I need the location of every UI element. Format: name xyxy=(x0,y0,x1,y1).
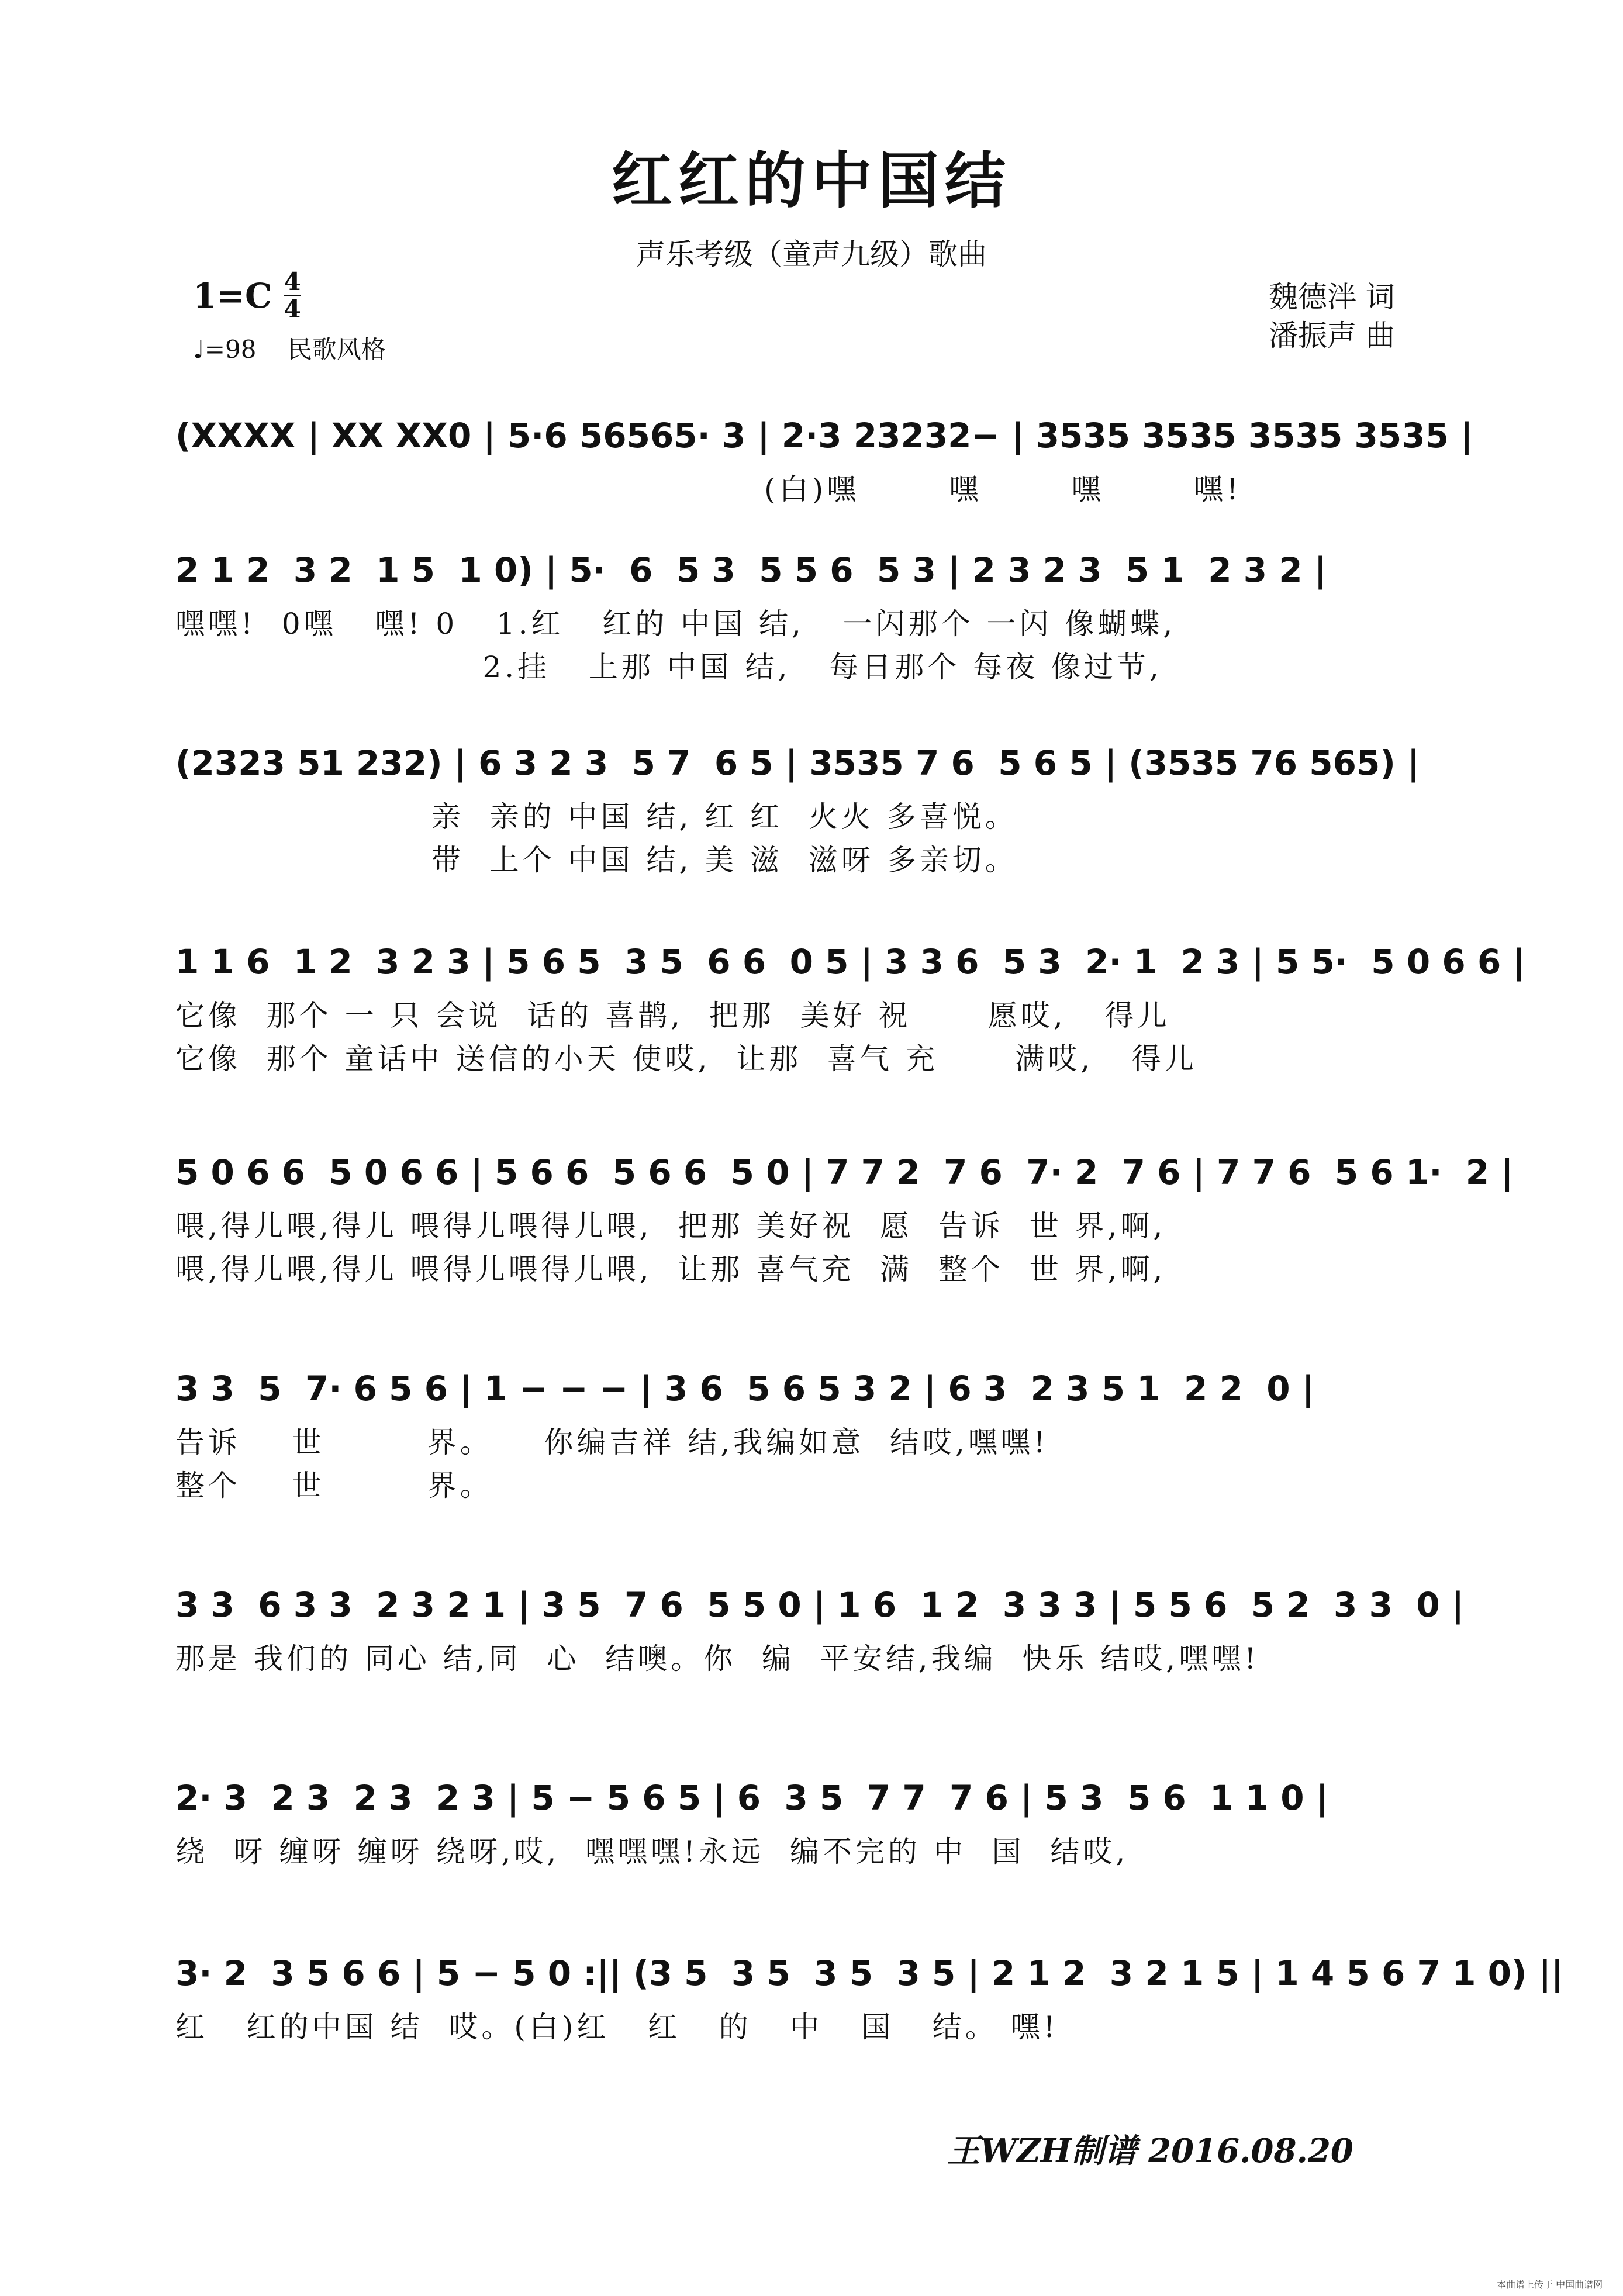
watermark: 本曲谱上传于 中国曲谱网 xyxy=(1497,2279,1603,2290)
lyric-line: 它像 那个 一 只 会说 话的 喜鹊, 把那 美好 祝 愿哎, 得儿 xyxy=(175,999,1170,1033)
lyric-line: 红 红的中国 结 哎。(白)红 红 的 中 国 结。 嘿! xyxy=(175,2010,1059,2044)
notation-line: (2323 51 232) | 6 3 2 3 5 7 6 5 | 3535 7 6 5 6 5 | (3535 76 565) | xyxy=(175,743,1420,783)
notation-line: 1 1 6 1 2 3 2 3 | 5 6 5 3 5 6 6 0 5 | 3 3 6 5 3 2· 1 2 3 | 5 5· 5 0 6 6 | xyxy=(175,942,1525,982)
subtitle: 声乐考级（童声九级）歌曲 xyxy=(636,237,987,271)
page-title: 红红的中国结 xyxy=(611,144,1011,216)
tempo-line xyxy=(193,330,409,365)
notation-line: (XXXX | XX XX0 | 5·6 56565· 3 | 2·3 23232− | 3535 3535 3535 3535 | xyxy=(175,416,1473,455)
time-signature-top: 4 xyxy=(284,267,301,296)
style-marking: 民歌风格 xyxy=(287,335,386,364)
lyric-line: 整个 世 界。 xyxy=(175,1469,493,1503)
lyricist: 魏德泮 词 xyxy=(1269,280,1395,314)
score-row xyxy=(175,1140,1514,1291)
score-row xyxy=(175,403,1473,511)
lyric-line: 它像 那个 童话中 送信的小天 使哎, 让那 喜气 充 满哎, 得儿 xyxy=(175,1042,1197,1076)
score-row xyxy=(175,1573,1465,1680)
lyric-line: (白)嘿 嘿 嘿 嘿! xyxy=(175,472,1242,506)
notation-line: 5 0 6 6 5 0 6 6 | 5 6 6 5 6 6 5 0 | 7 7 2 7 6 7· 2 7 6 | 7 7 6 5 6 1· 2 | xyxy=(175,1152,1514,1192)
key-signature: 1=C xyxy=(193,275,272,316)
lyric-line: 喂,得儿喂,得儿 喂得儿喂得儿喂, 让那 喜气充 满 整个 世 界,啊, xyxy=(175,1252,1166,1286)
lyric-line: 绕 呀 缠呀 缠呀 绕呀,哎, 嘿嘿嘿!永远 编不完的 中 国 结哎, xyxy=(175,1835,1129,1869)
score-row xyxy=(175,538,1450,689)
notation-line: 3 3 6 3 3 2 3 2 1 | 3 5 7 6 5 5 0 | 1 6 1 2 3 3 3 | 5 5 6 5 2 3 3 0 | xyxy=(175,1585,1465,1625)
lyric-line: 嘿嘿! 0嘿 嘿! 0 1.红 红的 中国 结, 一闪那个 一闪 像蝴蝶, xyxy=(175,607,1176,641)
score-row xyxy=(175,1356,1450,1507)
lyric-line: 告诉 世 界。 你编吉祥 结,我编如意 结哎,嘿嘿! xyxy=(175,1425,1049,1459)
notation-line: 3 3 5 7· 6 5 6 | 1 − − − | 3 6 5 6 5 3 2 | 6 3 2 3 5 1 2 2 0 | xyxy=(175,1369,1315,1408)
notation-line: 3· 2 3 5 6 6 | 5 − 5 0 :|| (3 5 3 5 3 5 3 5 | 2 1 2 3 2 1 5 | 1 4 5 6 7 1 0) || xyxy=(175,1953,1564,1993)
lyric-line: 2.挂 上那 中国 结, 每日那个 每夜 像过节, xyxy=(175,650,1162,684)
credits xyxy=(1269,278,1395,355)
lyric-line: 亲 亲的 中国 结, 红 红 火火 多喜悦。 xyxy=(175,800,1018,834)
transcriber-signature: 王WZH制谱 2016.08.20 xyxy=(947,2132,1353,2170)
key-and-time xyxy=(193,269,301,322)
notation-line: 2· 3 2 3 2 3 2 3 | 5 − 5 6 5 | 6 3 5 7 7 7 6 | 5 3 5 6 1 1 0 | xyxy=(175,1778,1328,1818)
tempo-marking: ♩=98 xyxy=(193,335,257,364)
score-row xyxy=(175,1766,1450,1873)
lyric-line: 那是 我们的 同心 结,同 心 结噢。你 编 平安结,我编 快乐 结哎,嘿嘿! xyxy=(175,1642,1260,1676)
lyric-line: 喂,得儿喂,得儿 喂得儿喂得儿喂, 把那 美好祝 愿 告诉 世 界,啊, xyxy=(175,1209,1166,1243)
time-signature xyxy=(284,269,301,322)
score-row xyxy=(175,731,1450,882)
score-row xyxy=(175,1941,1564,2049)
notation-line: 2 1 2 3 2 1 5 1 0) | 5· 6 5 3 5 5 6 5 3 | 2 3 2 3 5 1 2 3 2 | xyxy=(175,550,1327,590)
composer: 潘振声 曲 xyxy=(1269,319,1395,353)
time-signature-bottom: 4 xyxy=(284,295,301,323)
lyric-line: 带 上个 中国 结, 美 滋 滋呀 多亲切。 xyxy=(175,843,1018,877)
score-row xyxy=(175,930,1525,1080)
